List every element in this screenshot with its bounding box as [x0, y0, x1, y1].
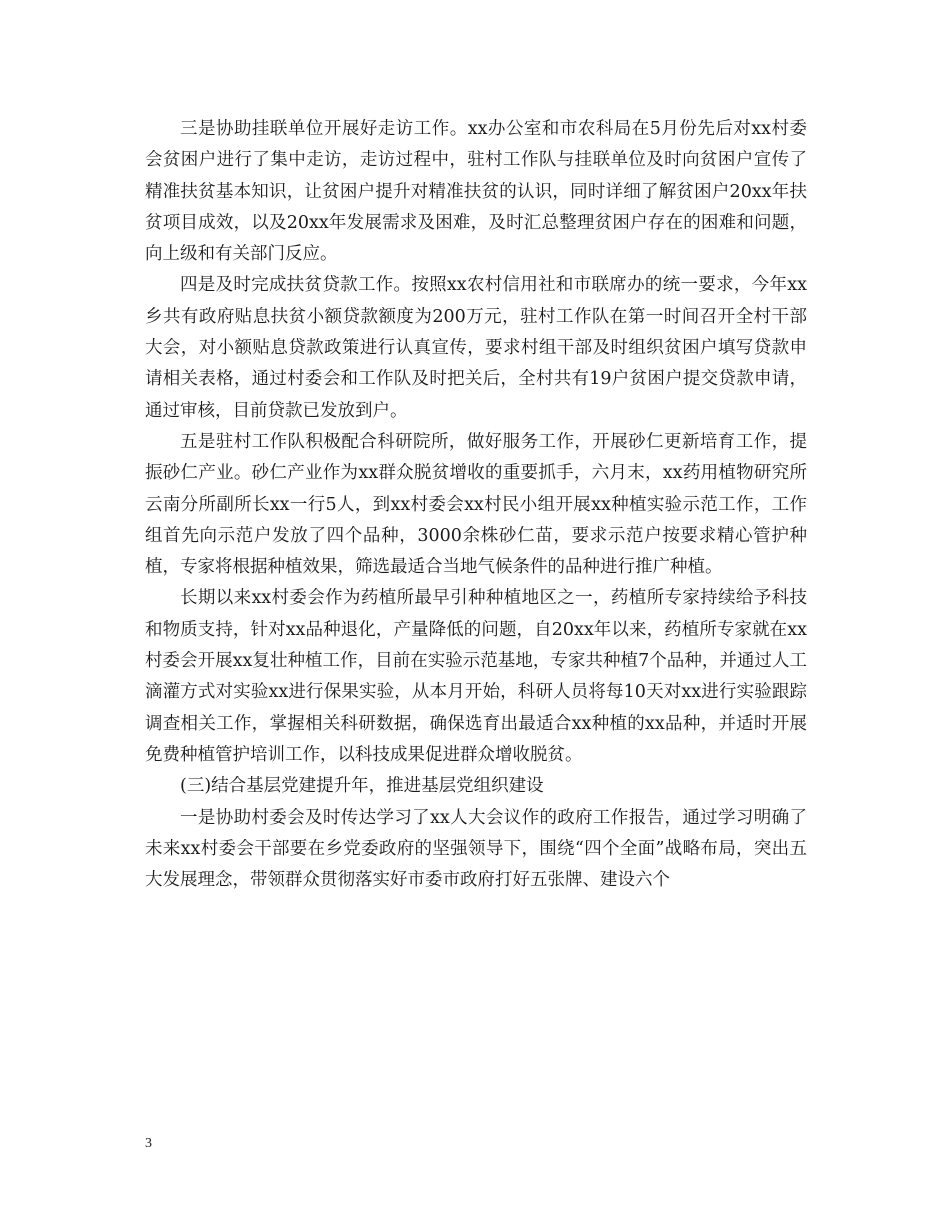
paragraph-report-study: 一是协助村委会及时传达学习了xx人大会议作的政府工作报告，通过学习明确了未来xx村委会干部要在乡党委政府的坚强领导下，围绕“四个全面”战略布局，突出五大发展理念，带领群众贯彻落实好市委市政府打好五张牌、建设六个 [145, 807, 807, 891]
paragraph-amomum-industry: 五是驻村工作队积极配合科研院所，做好服务工作，开展砂仁更新培育工作，提振砂仁产业。砂仁产业作为xx群众脱贫增收的重要抓手，六月末，xx药用植物研究所云南分所副所长xx一行5人，到xx村委会xx村民小组开展xx种植实验示范工作，工作组首先向示范户发放了四个品种，3000余株砂仁苗，要求示范户按要求精心管护种植，专家将根据种植效果，筛选最适合当地气候条件的品种进行推广种植。 [145, 431, 807, 578]
paragraph-visits: 三是协助挂联单位开展好走访工作。xx办公室和市农科局在5月份先后对xx村委会贫困户进行了集中走访，走访过程中，驻村工作队与挂联单位及时向贫困户宣传了精准扶贫基本知识，让贫困户提升对精准扶贫的认识，同时详细了解贫困户20xx年扶贫项目成效，以及20xx年发展需求及困难，及时汇总整理贫困户存在的困难和问题，向上级和有关部门反应。 [145, 119, 807, 265]
document-body [145, 114, 807, 896]
section-heading-party-building: (三)结合基层党建提升年，推进基层党组织建设 [180, 776, 544, 797]
paragraph-loans: 四是及时完成扶贫贷款工作。按照xx农村信用社和市联席办的统一要求，今年xx乡共有政府贴息扶贫小额贷款额度为200万元，驻村工作队在第一时间召开全村干部大会，对小额贴息贷款政策进行认真宣传，要求村组干部及时组织贫困户填写贷款申请相关表格，通过村委会和工作队及时把关后，全村共有19户贫困户提交贷款申请，通过审核，目前贷款已发放到户。 [145, 275, 807, 421]
page-number: 3 [145, 1136, 152, 1151]
paragraph-research-support: 长期以来xx村委会作为药植所最早引种种植地区之一，药植所专家持续给予科技和物质支持，针对xx品种退化，产量降低的问题，自20xx年以来，药植所专家就在xx村委会开展xx复壮种植工作，目前在实验示范基地，专家共种植7个品种，并通过人工滴灌方式对实验xx进行保果实验，从本月开始，科研人员将每10天对xx进行实验跟踪调查相关工作，掌握相关科研数据，确保选育出最适合xx种植的xx品种，并适时开展免费种植管护培训工作，以科技成果促进群众增收脱贫。 [145, 588, 807, 765]
